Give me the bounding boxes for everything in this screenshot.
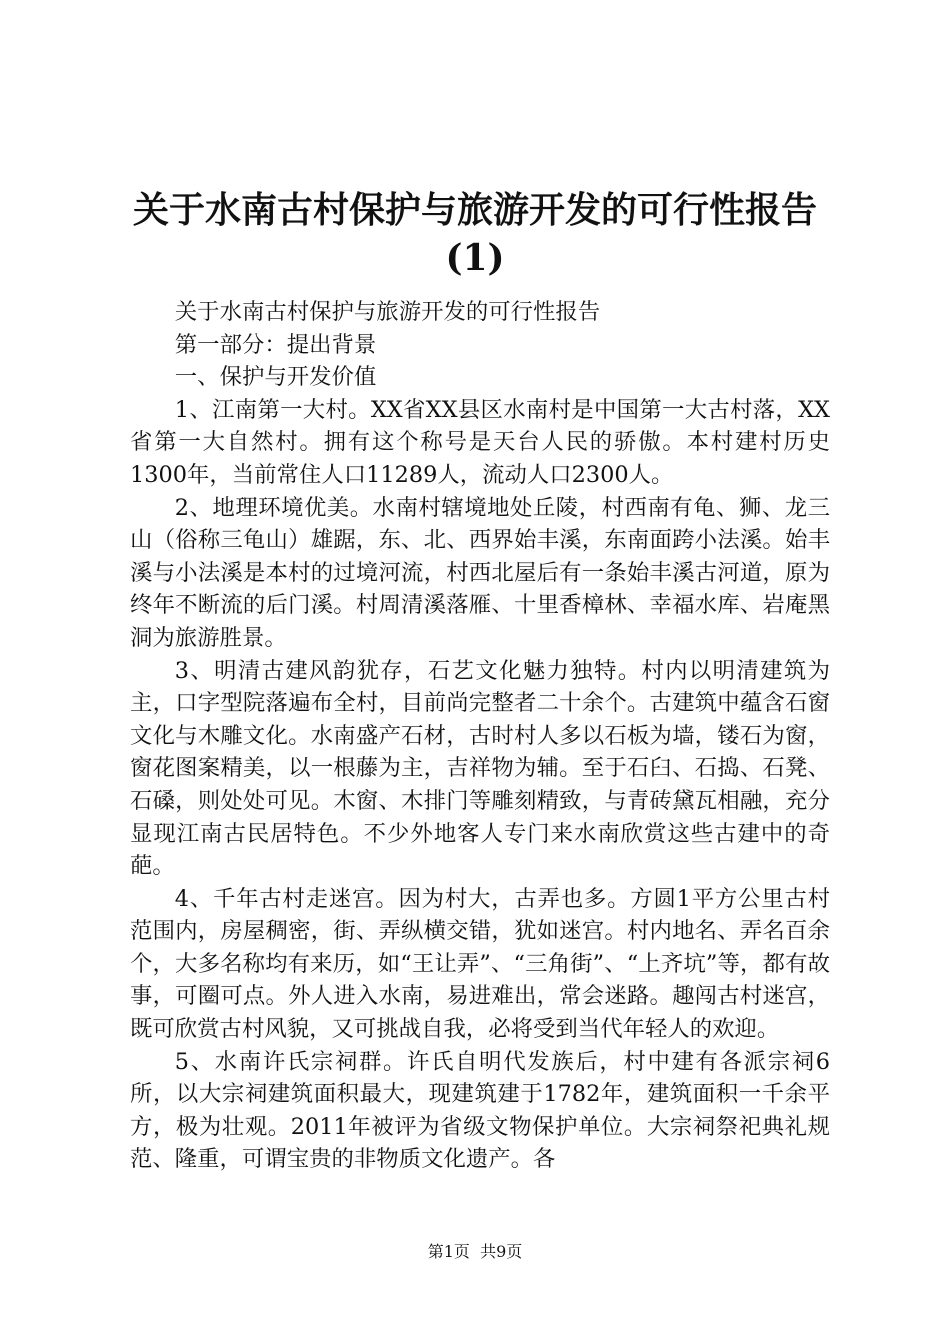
title-line-1: 关于水南古村保护与旅游开发的可行性报告	[132, 189, 817, 231]
paragraph-item-2: 2、地理环境优美。水南村辖境地处丘陵，村西南有龟、狮、龙三山（俗称三龟山）雄踞，东、北、西界始丰溪，东南面跨小法溪。始丰溪与小法溪是本村的过境河流，村西北屋后有一条始丰溪古河道，原为终年不断流的后门溪。村周清溪落雁、十里香樟林、幸福水库、岩庵黑洞为旅游胜景。	[130, 494, 830, 651]
paragraph-section-heading: 一、保护与开发价值	[174, 364, 377, 391]
paragraph-item-4: 4、千年古村走迷宫。因为村大，古弄也多。方圆1平方公里古村范围内，房屋稠密，街、弄纵横交错，犹如迷宫。村内地名、弄名百余个，大多名称均有来历，如“王让弄”、“三角街”、“上齐坑”等，都有故事，可圈可点。外人进入水南，易进难出，常会迷路。趣闯古村迷宫，既可欣赏古村风貌，又可挑战自我，必将受到当代年轻人的欢迎。	[130, 885, 830, 1043]
page-footer	[0, 1242, 950, 1262]
page-number: 第1页 共9页	[427, 1242, 523, 1261]
title-line-2: (1)	[445, 237, 505, 279]
paragraph-item-5: 5、水南许氏宗祠群。许氏自明代发族后，村中建有各派宗祠6所，以大宗祠建筑面积最大，现建筑建于1782年，建筑面积一千余平方，极为壮观。2011年被评为省级文物保护单位。大宗祠祭祀典礼规范、隆重，可谓宝贵的非物质文化遗产。各	[130, 1048, 830, 1173]
document-body	[130, 296, 830, 1176]
paragraph-item-3: 3、明清古建风韵犹存，石艺文化魅力独特。村内以明清建筑为主，口字型院落遍布全村，目前尚完整者二十余个。古建筑中蕴含石窗文化与木雕文化。水南盛产石材，古时村人多以石板为墙，镂石为窗，窗花图案精美，以一根藤为主，吉祥物为辅。至于石臼、石捣、石凳、石磉，则处处可见。木窗、木排门等雕刻精致，与青砖黛瓦相融，充分显现江南古民居特色。不少外地客人专门来水南欣赏这些古建中的奇葩。	[130, 657, 830, 880]
document-title	[100, 186, 850, 282]
paragraph-doc-heading: 关于水南古村保护与旅游开发的可行性报告	[174, 299, 601, 325]
paragraph-item-1: 1、江南第一大村。XX省XX县区水南村是中国第一大古村落，XX省第一大自然村。拥有这个称号是天台人民的骄傲。本村建村历史1300年，当前常住人口11289人，流动人口2300人。	[130, 396, 830, 488]
paragraph-part-heading: 第一部分：提出背景	[174, 331, 377, 358]
